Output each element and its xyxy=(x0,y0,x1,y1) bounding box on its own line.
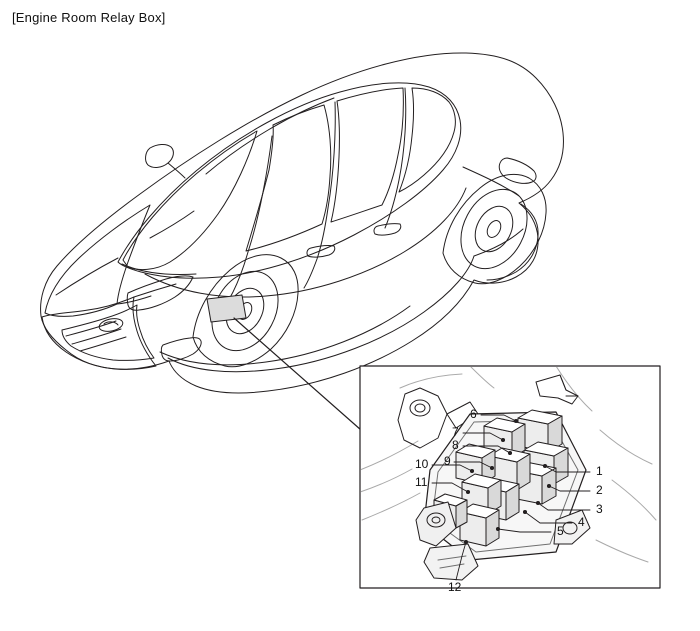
callout-4: 4 xyxy=(578,515,585,529)
callout-9: 9 xyxy=(444,454,451,468)
callout-8: 8 xyxy=(452,438,459,452)
callout-11: 11 xyxy=(415,475,428,489)
callout-7: 7 xyxy=(452,425,459,439)
relay-box-location-marker xyxy=(207,295,246,322)
callout-5: 5 xyxy=(557,524,564,538)
callout-1: 1 xyxy=(596,464,603,478)
callout-2: 2 xyxy=(596,483,603,497)
callout-10: 10 xyxy=(415,457,429,471)
callout-12: 12 xyxy=(448,580,462,594)
callout-6: 6 xyxy=(470,407,477,421)
page-title: [Engine Room Relay Box] xyxy=(12,10,166,25)
callout-3: 3 xyxy=(596,502,603,516)
vehicle-illustration xyxy=(41,53,564,393)
